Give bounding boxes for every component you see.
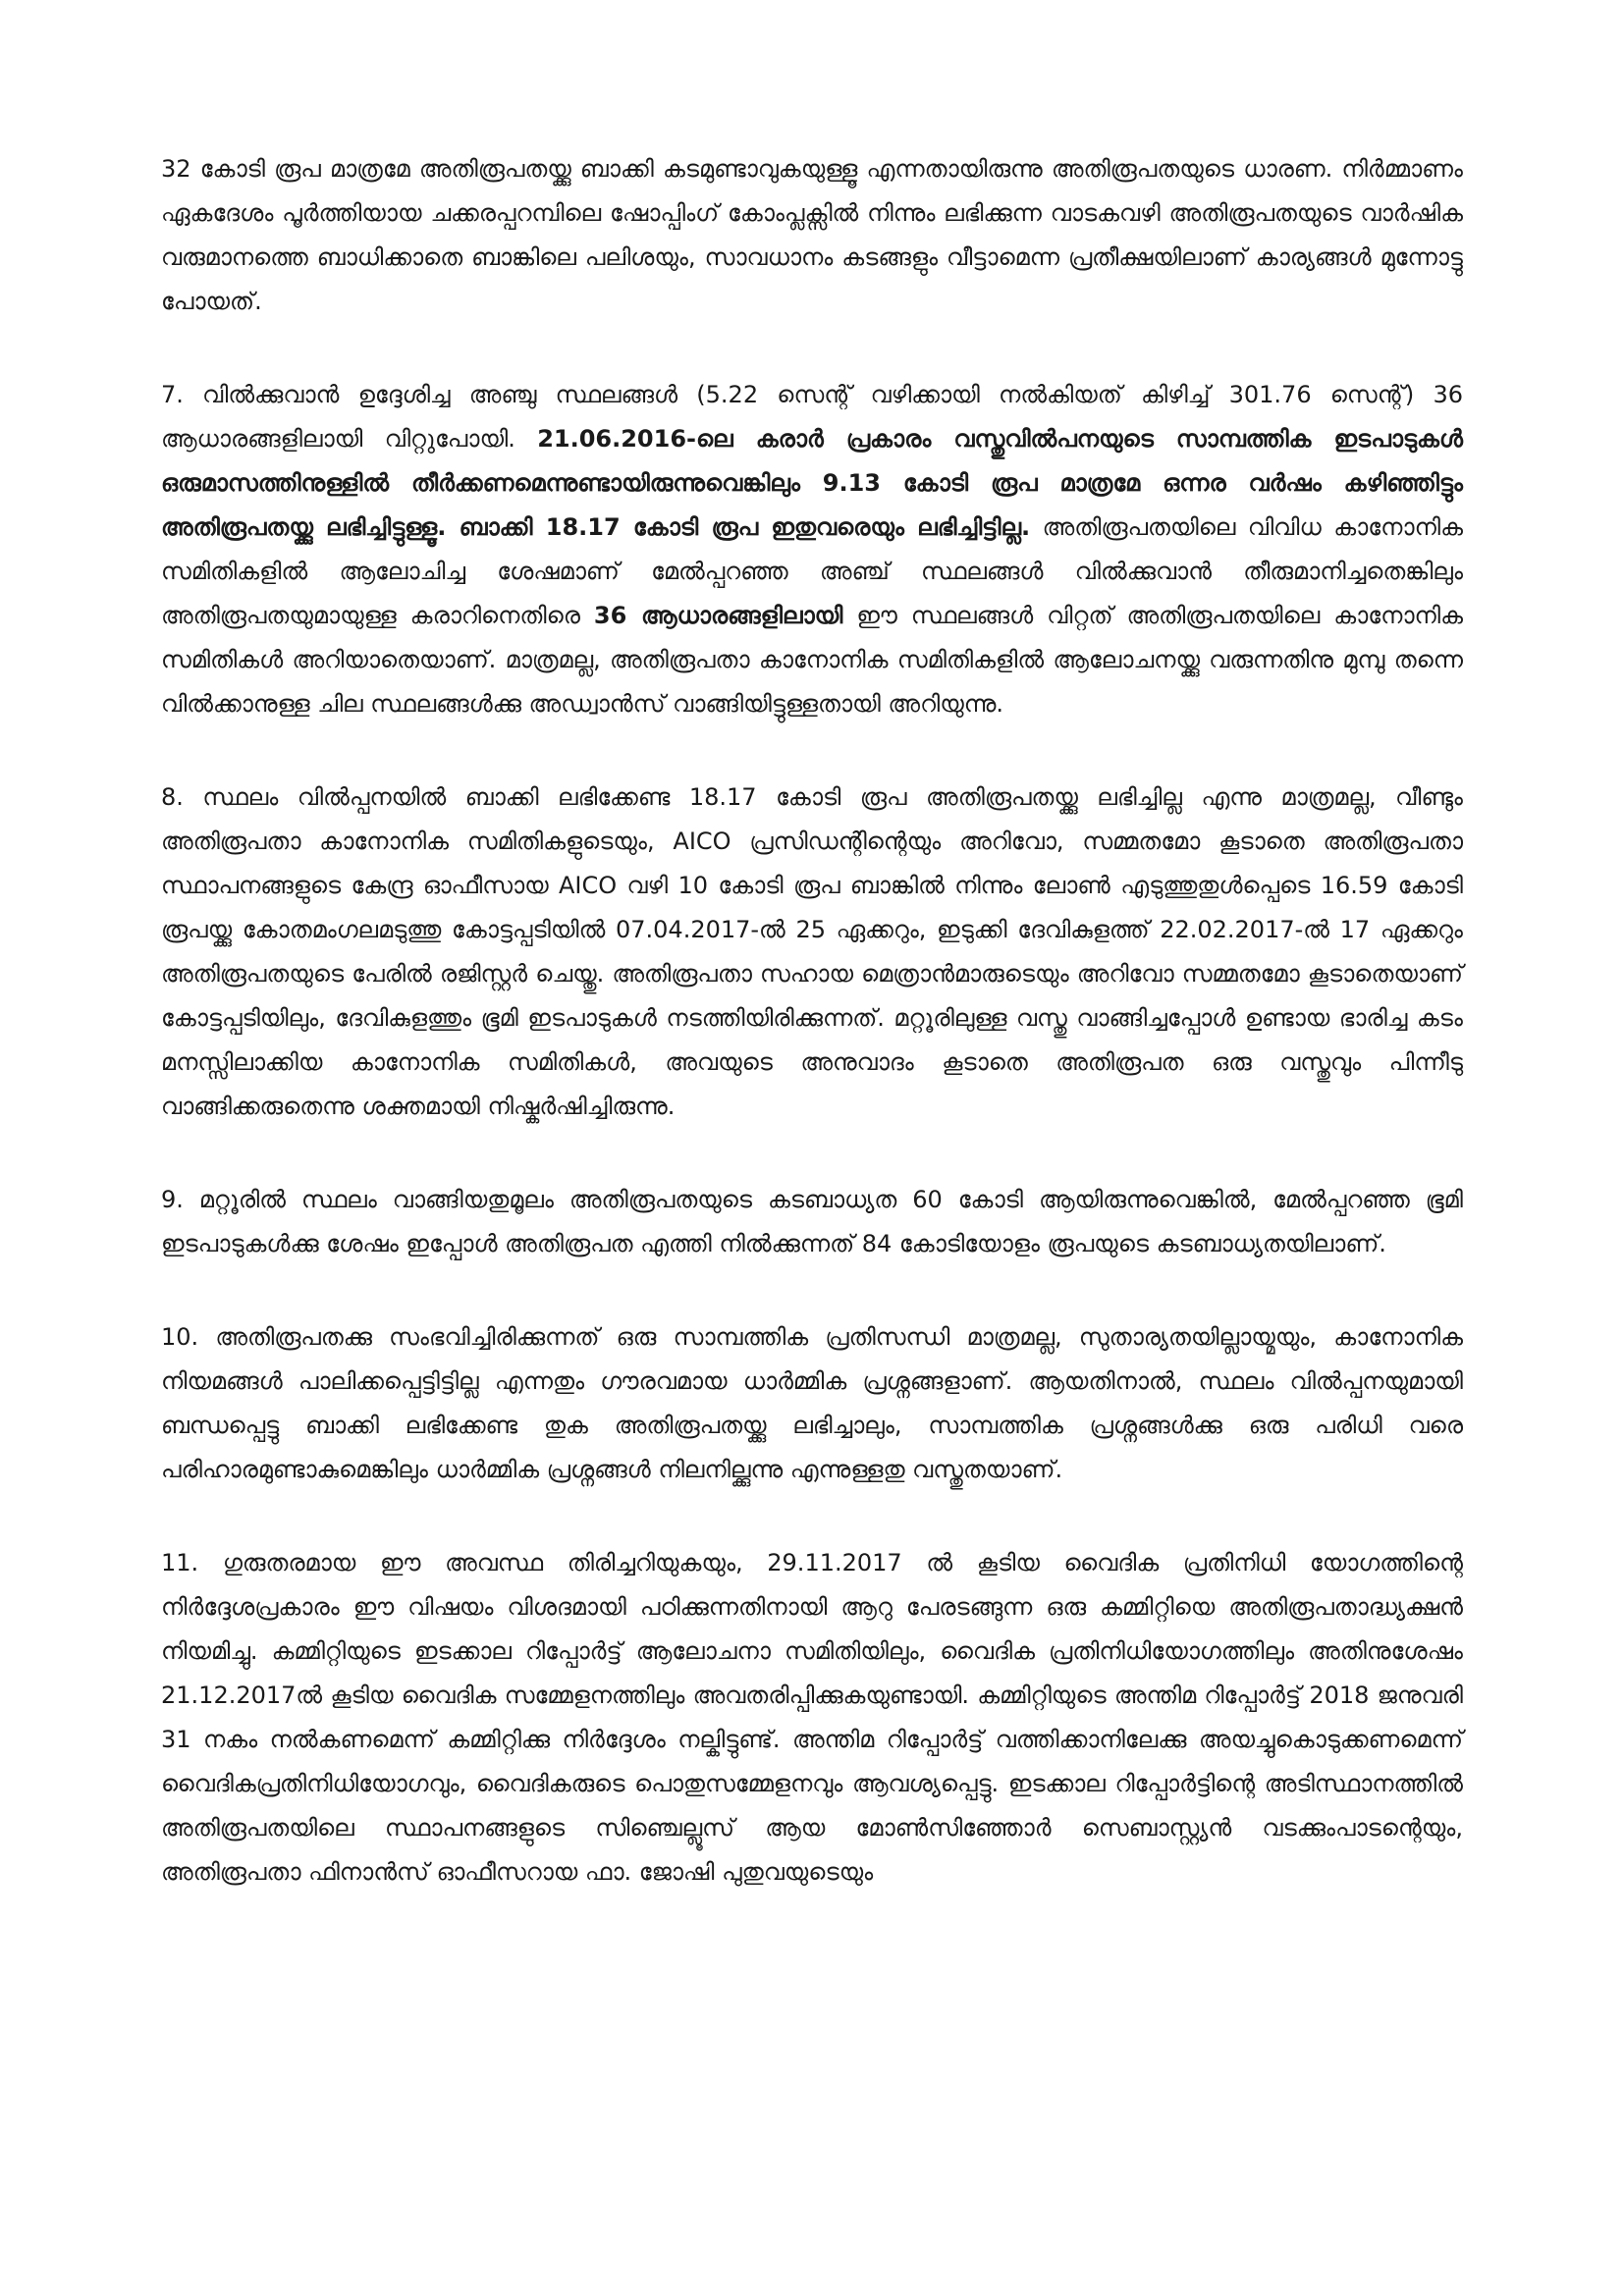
paragraph-intro bbox=[161, 147, 1463, 324]
paragraph-text: ഈ സ്ഥലങ്ങൾ വിറ്റത് അതിരൂപതയിലെ കാനോനിക സമിതികൾ അറിയാതെയാണ്. മാത്രമല്ല, അതിരൂപതാ കാനോനിക സമിതികളിൽ ആലോചനയ്ക്കു വരുന്നതിനു മുമ്പു തന്നെ വിൽക്കാനുള്ള ചില സ്ഥലങ്ങൾക്കു അഡ്വാൻസ് വാങ്ങിയിട്ടുള്ളതായി അറിയുന്നു. bbox=[161, 602, 1463, 718]
paragraph-8 bbox=[161, 775, 1463, 1129]
paragraph-text: 8. സ്ഥലം വിൽപ്പനയിൽ ബാക്കി ലഭിക്കേണ്ട 18.17 കോടി രൂപ അതിരൂപതയ്ക്കു ലഭിച്ചില്ല എന്നു മാത്രമല്ല, വീണ്ടും അതിരൂപതാ കാനോനിക സമിതികളുടെയും, AICO പ്രസിഡന്റിന്റെയും അറിവോ, സമ്മതമോ കൂടാതെ അതിരൂപതാ സ്ഥാപനങ്ങളുടെ കേന്ദ്ര ഓഫീസായ AICO വഴി 10 കോടി രൂപ ബാങ്കിൽ നിന്നും ലോൺ എടുത്തുതുൾപ്പെടെ 16.59 കോടി രൂപയ്ക്കു കോതമംഗലമടുത്തു കോട്ടപ്പടിയിൽ 07.04.2017-ൽ 25 ഏക്കറും, ഇടുക്കി ദേവികുളത്ത് 22.02.2017-ൽ 17 ഏക്കറും അതിരൂപതയുടെ പേരിൽ രജിസ്റ്റർ ചെയ്തു. അതിരൂപതാ സഹായ മെത്രാൻമാരുടെയും അറിവോ സമ്മതമോ കൂടാതെയാണ് കോട്ടപ്പടിയിലും, ദേവികുളത്തും ഭൂമി ഇടപാടുകൾ നടത്തിയിരിക്കുന്നത്. മറ്റൂരിലുള്ള വസ്തു വാങ്ങിച്ചപ്പോൾ ഉണ്ടായ ഭാരിച്ച കടം മനസ്സിലാക്കിയ കാനോനിക സമിതികൾ, അവയുടെ അനുവാദം കൂടാതെ അതിരൂപത ഒരു വസ്തുവും പിന്നീടു വാങ്ങിക്കരുതെന്നു ശക്തമായി നിഷ്കർഷിച്ചിരുന്നു. bbox=[161, 783, 1463, 1120]
paragraph-text: 9. മറ്റൂരിൽ സ്ഥലം വാങ്ങിയതുമൂലം അതിരൂപതയുടെ കടബാധ്യത 60 കോടി ആയിരുന്നുവെങ്കിൽ, മേൽപ്പറഞ്ഞ ഭൂമി ഇടപാടുകൾക്കു ശേഷം ഇപ്പോൾ അതിരൂപത എത്തി നിൽക്കുന്നത് 84 കോടിയോളം രൂപയുടെ കടബാധ്യതയിലാണ്. bbox=[161, 1186, 1463, 1257]
paragraph-9 bbox=[161, 1178, 1463, 1266]
paragraph-text: അതിരൂപതയിലെ വിവിധ കാനോനിക സമിതികളിൽ ആലോചിച്ച ശേഷമാണ് മേൽപ്പറഞ്ഞ അഞ്ച് സ്ഥലങ്ങൾ വിൽക്കുവാൻ തീരുമാനിച്ചതെങ്കിലും അതിരൂപതയുമായുള്ള കരാറിനെതിരെ bbox=[161, 513, 1463, 629]
paragraph-7 bbox=[161, 373, 1463, 726]
paragraph-11 bbox=[161, 1541, 1463, 1895]
paragraph-text: 7. വിൽക്കുവാൻ ഉദ്ദേശിച്ച അഞ്ചു സ്ഥലങ്ങൾ (5.22 സെന്റ് വഴിക്കായി നൽകിയത് കിഴിച്ച് 301.76 സെന്റ്) 36 ആധാരങ്ങളിലായി വിറ്റുപോയി. bbox=[161, 381, 1463, 453]
bold-text: 21.06.2016-ലെ കരാർ പ്രകാരം വസ്തുവിൽപനയുടെ സാമ്പത്തിക ഇടപാടുകൾ ഒരുമാസത്തിനുള്ളിൽ തീർക്കണമെന്നുണ്ടായിരുന്നുവെങ്കിലും 9.13 കോടി രൂപ മാത്രമേ ഒന്നര വർഷം കഴിഞ്ഞിട്ടും അതിരൂപതയ്ക്കു ലഭിച്ചിട്ടുള്ളൂ. ബാക്കി 18.17 കോടി രൂപ ഇതുവരെയും ലഭിച്ചിട്ടില്ല. bbox=[161, 425, 1463, 541]
bold-text: 36 ആധാരങ്ങളിലായി bbox=[593, 602, 843, 629]
paragraph-text: 32 കോടി രൂപ മാത്രമേ അതിരൂപതയ്ക്കു ബാക്കി കടമുണ്ടാവുകയുള്ളൂ എന്നതായിരുന്നു അതിരൂപതയുടെ ധാരണ. നിർമ്മാണം ഏകദേശം പൂർത്തിയായ ചക്കരപ്പറമ്പിലെ ഷോപ്പിംഗ് കോംപ്ലക്സിൽ നിന്നും ലഭിക്കുന്ന വാടകവഴി അതിരൂപതയുടെ വാർഷിക വരുമാനത്തെ ബാധിക്കാതെ ബാങ്കിലെ പലിശയും, സാവധാനം കടങ്ങളും വീട്ടാമെന്ന പ്രതീക്ഷയിലാണ് കാര്യങ്ങൾ മുന്നോട്ടു പോയത്. bbox=[161, 155, 1463, 315]
paragraph-text: 11. ഗുരുതരമായ ഈ അവസ്ഥ തിരിച്ചറിയുകയും, 29.11.2017 ൽ കൂടിയ വൈദിക പ്രതിനിധി യോഗത്തിന്റെ നിർദ്ദേശപ്രകാരം ഈ വിഷയം വിശദമായി പഠിക്കുന്നതിനായി ആറു പേരടങ്ങുന്ന ഒരു കമ്മിറ്റിയെ അതിരൂപതാദ്ധ്യക്ഷൻ നിയമിച്ചു. കമ്മിറ്റിയുടെ ഇടക്കാല റിപ്പോർട്ട് ആലോചനാ സമിതിയിലും, വൈദിക പ്രതിനിധിയോഗത്തിലും അതിനുശേഷം 21.12.2017ൽ കൂടിയ വൈദിക സമ്മേളനത്തിലും അവതരിപ്പിക്കുകയുണ്ടായി. കമ്മിറ്റിയുടെ അന്തിമ റിപ്പോർട്ട് 2018 ജനുവരി 31 നകം നൽകണമെന്ന് കമ്മിറ്റിക്കു നിർദ്ദേശം നല്കിട്ടുണ്ട്. അന്തിമ റിപ്പോർട്ട് വത്തിക്കാനിലേക്കു അയച്ചുകൊടുക്കണമെന്ന് വൈദികപ്രതിനിധിയോഗവും, വൈദികരുടെ പൊതുസമ്മേളനവും ആവശ്യപ്പെട്ടു. ഇടക്കാല റിപ്പോർട്ടിന്റെ അടിസ്ഥാനത്തിൽ അതിരൂപതയിലെ സ്ഥാപനങ്ങളുടെ സിഞ്ചെല്ലൂസ് ആയ മോൺസിഞ്ഞോർ സെബാസ്റ്റ്യൻ വടക്കുംപാടന്റെയും, അതിരൂപതാ ഫിനാൻസ് ഓഫീസറായ ഫാ. ജോഷി പുതുവയുടെയും bbox=[161, 1549, 1463, 1886]
paragraph-text: 10. അതിരൂപതക്കു സംഭവിച്ചിരിക്കുന്നത് ഒരു സാമ്പത്തിക പ്രതിസന്ധി മാത്രമല്ല, സുതാര്യതയില്ലായ്മയും, കാനോനിക നിയമങ്ങൾ പാലിക്കപ്പെട്ടിട്ടില്ല എന്നതും ഗൗരവമായ ധാർമ്മിക പ്രശ്നങ്ങളാണ്. ആയതിനാൽ, സ്ഥലം വിൽപ്പനയുമായി ബന്ധപ്പെട്ടു ബാക്കി ലഭിക്കേണ്ട തുക അതിരൂപതയ്ക്കു ലഭിച്ചാലും, സാമ്പത്തിക പ്രശ്നങ്ങൾക്കു ഒരു പരിധി വരെ പരിഹാരമുണ്ടാകുമെങ്കിലും ധാർമ്മിക പ്രശ്നങ്ങൾ നിലനില്ക്കുന്നു എന്നുള്ളതു വസ്തുതയാണ്. bbox=[161, 1323, 1463, 1483]
paragraph-10 bbox=[161, 1315, 1463, 1492]
